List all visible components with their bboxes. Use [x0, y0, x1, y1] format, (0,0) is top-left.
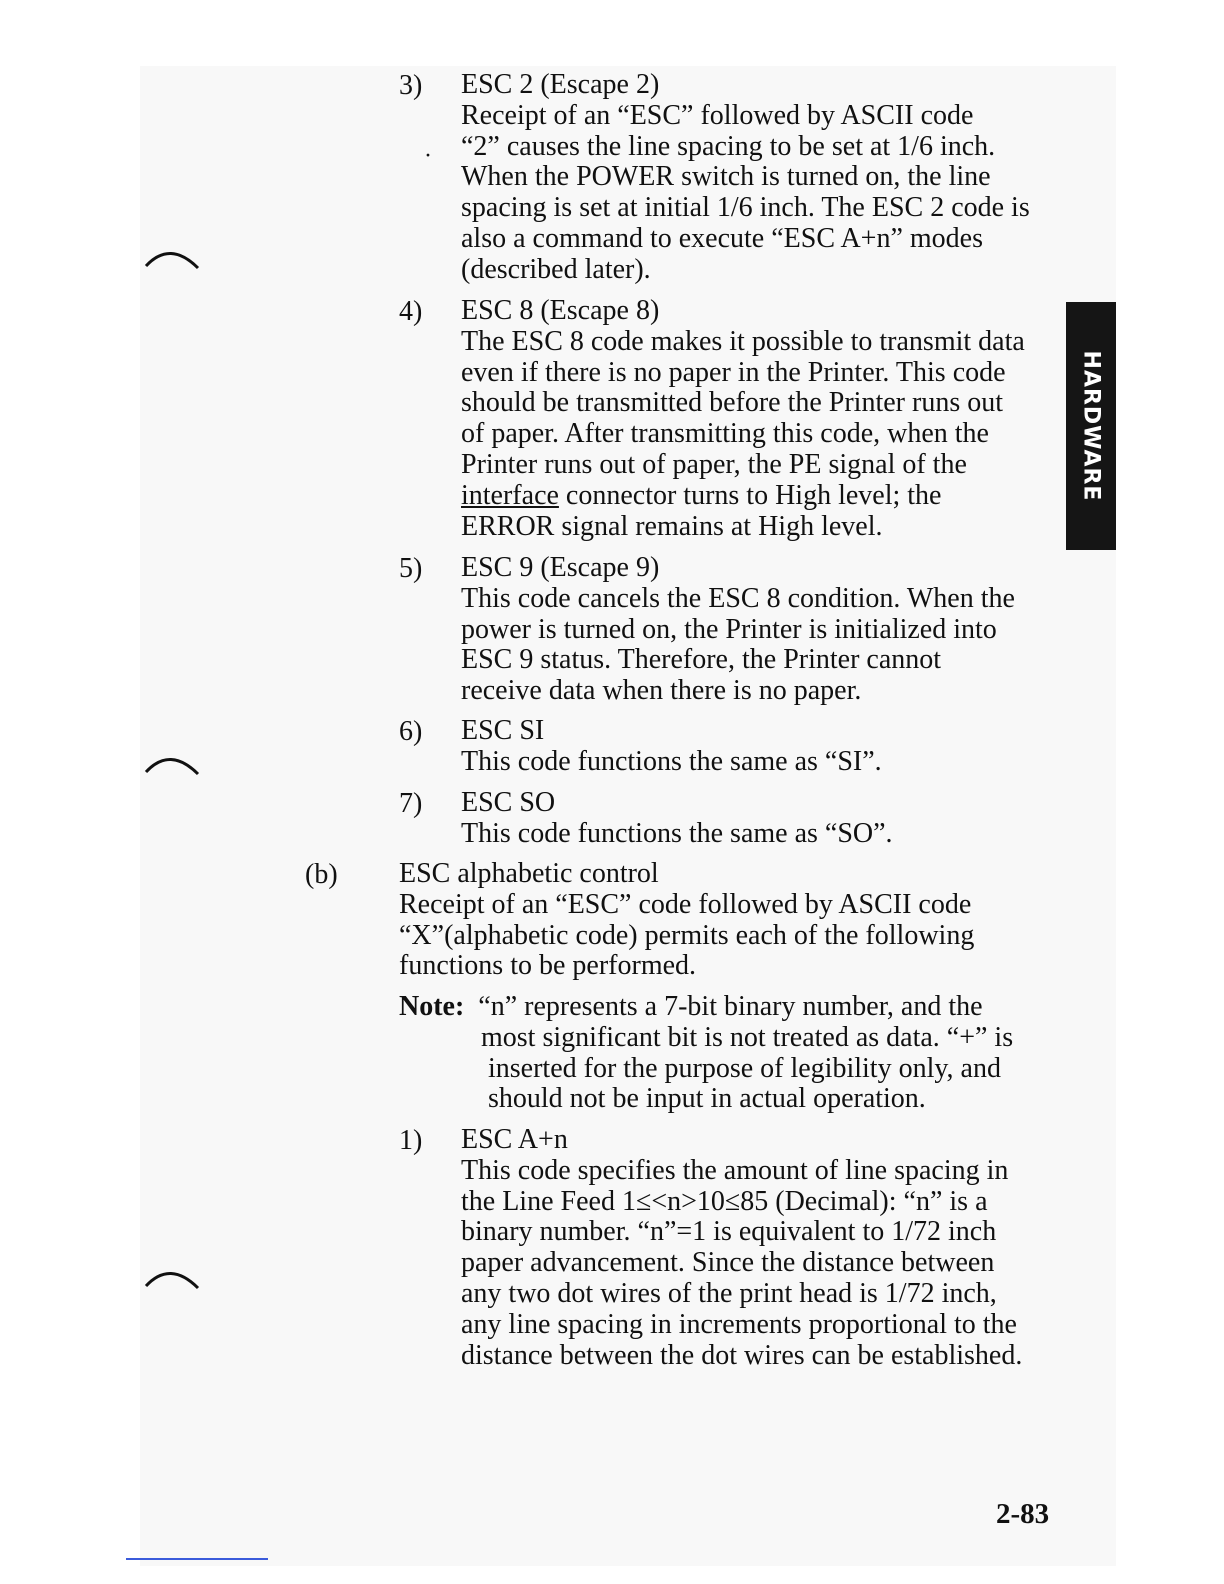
item-line: should be transmitted before the Printer runs out	[461, 387, 1003, 419]
item-line: This code specifies the amount of line spacing in	[461, 1154, 1009, 1186]
list-item-esc8	[399, 296, 1059, 542]
scan-edge-line	[126, 1558, 268, 1560]
item-line: Receipt of an “ESC” followed by ASCII code	[461, 99, 974, 131]
item-number: 5)	[399, 553, 423, 584]
list-item-esc9	[399, 553, 1059, 707]
list-item-escsi	[399, 716, 1059, 778]
list-item-esc2	[399, 70, 1059, 286]
section-tab	[1066, 302, 1116, 550]
item-number: 7)	[399, 788, 423, 819]
item-number: 6)	[399, 716, 423, 747]
item-line: the Line Feed 1≤<n>10≤85 (Decimal): “n” is a	[461, 1185, 988, 1217]
item-line-rest: connector turns to High level; the	[558, 479, 942, 511]
punch-hole-mark	[140, 748, 204, 778]
margin-dot: ·	[424, 143, 432, 169]
item-number: 3)	[399, 70, 423, 101]
section-number: (b)	[305, 859, 338, 890]
item-line: ERROR signal remains at High level.	[461, 510, 883, 542]
note-line: most significant bit is not treated as data. “+” is	[481, 1021, 1014, 1053]
item-title: ESC 8 (Escape 8)	[461, 295, 660, 326]
note-label: Note:	[399, 991, 465, 1022]
item-line: “2” causes the line spacing to be set at 1/6 inch.	[461, 130, 996, 162]
list-item-escso	[399, 788, 1059, 850]
item-title: ESC 2 (Escape 2)	[461, 69, 660, 100]
item-line: binary number. “n”=1 is equivalent to 1/72 inch	[461, 1216, 997, 1248]
section-tab-label: HARDWARE	[1078, 350, 1104, 502]
item-line: The ESC 8 code makes it possible to transmit data	[461, 325, 1025, 357]
punch-hole-mark	[140, 1262, 204, 1292]
list-item-escan	[399, 1125, 1059, 1371]
section-line: Receipt of an “ESC” code followed by ASCII code	[399, 888, 972, 920]
item-line: (described later).	[461, 253, 651, 285]
item-line: paper advancement. Since the distance between	[461, 1247, 995, 1279]
page-number: 2-83	[996, 1498, 1050, 1530]
note-text: “n” represents a 7-bit binary number, and the	[478, 991, 983, 1022]
item-line: receive data when there is no paper.	[461, 675, 862, 707]
section-b	[305, 859, 1065, 982]
item-line: spacing is set at initial 1/6 inch. The ESC 2 code is	[461, 192, 1030, 224]
item-title: ESC SO	[461, 787, 556, 818]
item-line: When the POWER switch is turned on, the line	[461, 161, 991, 193]
note-first-line	[399, 992, 1059, 1023]
item-line: This code functions the same as “SI”.	[461, 745, 882, 777]
punch-hole-mark	[140, 242, 204, 272]
item-line: This code functions the same as “SO”.	[461, 817, 893, 849]
item-line: even if there is no paper in the Printer. This code	[461, 356, 1006, 388]
item-line	[461, 481, 1059, 512]
item-line: This code cancels the ESC 8 condition. When the	[461, 582, 1015, 614]
note-block	[399, 992, 1059, 1115]
item-line: any two dot wires of the print head is 1/72 inch,	[461, 1277, 997, 1309]
item-line: of paper. After transmitting this code, when the	[461, 418, 989, 450]
item-number: 4)	[399, 296, 423, 327]
note-line: inserted for the purpose of legibility only, and	[488, 1052, 1001, 1084]
item-line: also a command to execute “ESC A+n” modes	[461, 222, 983, 254]
section-line: “X”(alphabetic code) permits each of the following	[399, 919, 975, 951]
item-title: ESC 9 (Escape 9)	[461, 552, 660, 583]
item-line: ESC 9 status. Therefore, the Printer cannot	[461, 644, 942, 676]
note-line: should not be input in actual operation.	[488, 1083, 926, 1115]
underlined-term: interface	[461, 479, 559, 511]
item-number: 1)	[399, 1125, 423, 1156]
section-line: functions to be performed.	[399, 950, 697, 982]
item-line: Printer runs out of paper, the PE signal of the	[461, 448, 967, 480]
item-line: distance between the dot wires can be established.	[461, 1339, 1023, 1371]
item-line: power is turned on, the Printer is initialized into	[461, 613, 997, 645]
item-line: any line spacing in increments proportional to the	[461, 1308, 1017, 1340]
item-title: ESC SI	[461, 715, 545, 746]
section-title: ESC alphabetic control	[399, 858, 659, 889]
item-title: ESC A+n	[461, 1124, 568, 1155]
